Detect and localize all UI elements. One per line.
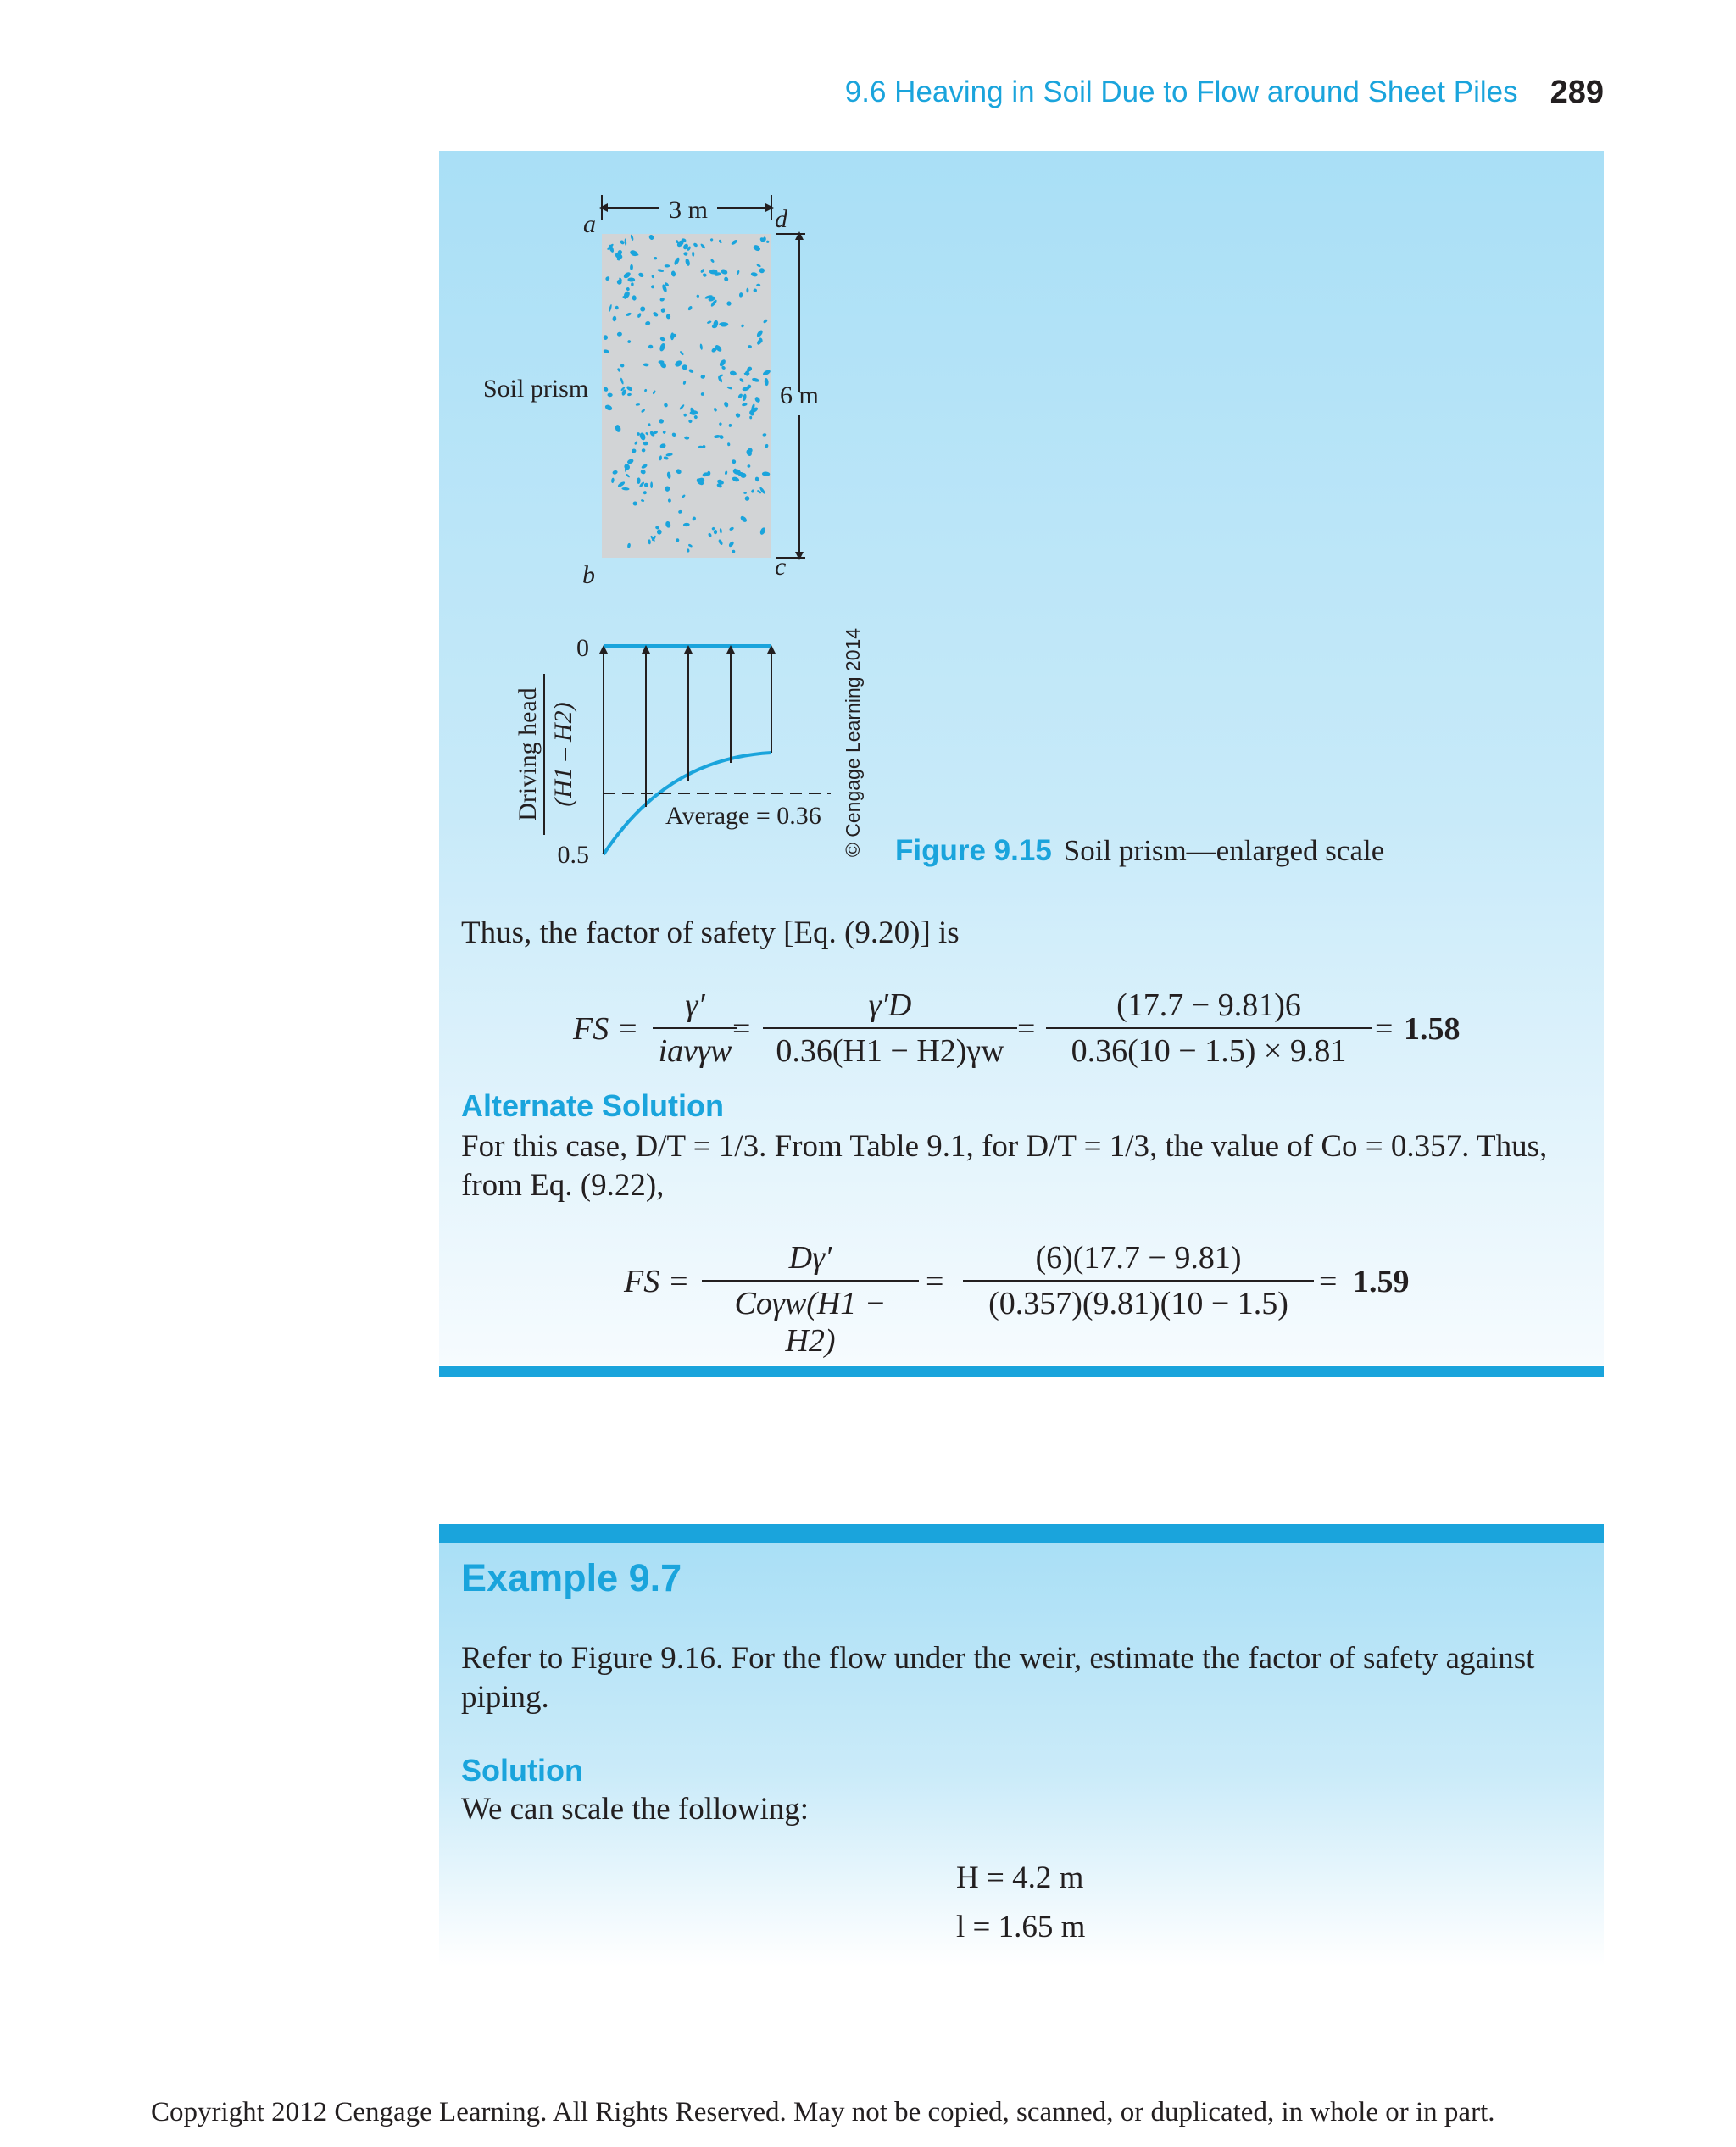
eq2-num-1: Dγ′ bbox=[788, 1240, 832, 1276]
paragraph-alternate: For this case, D/T = 1/3. From Table 9.1, for D/T = 1/3, the value of Co = 0.357. Thus, from Eq. (9.22), bbox=[461, 1129, 1548, 1203]
axis-top-value: 0 bbox=[576, 634, 589, 662]
figure-copyright: © Cengage Learning 2014 bbox=[842, 627, 864, 858]
eq2-num-2: (6)(17.7 − 9.81) bbox=[1035, 1240, 1242, 1276]
eq2-den-1: Coγw(H1 − H2) bbox=[702, 1280, 919, 1360]
section-title: 9.6 Heaving in Soil Due to Flow around Sheet Piles bbox=[844, 75, 1518, 108]
soil-prism-label: Soil prism bbox=[483, 375, 589, 403]
soil-particle bbox=[657, 530, 662, 535]
eq2-fraction-1 bbox=[702, 1239, 919, 1360]
eq1-fraction-2 bbox=[763, 987, 1017, 1070]
axis-bottom-value: 0.5 bbox=[557, 841, 589, 869]
eq1-equals-1: = bbox=[732, 1011, 751, 1047]
copyright-vertical bbox=[842, 628, 864, 857]
corner-d: d bbox=[775, 205, 787, 233]
eq2-den-2: (0.357)(9.81)(10 − 1.5) bbox=[963, 1280, 1314, 1322]
eq1-num-1: γ′ bbox=[685, 987, 705, 1023]
h-value: H = 4.2 m bbox=[956, 1861, 1084, 1895]
height-label: 6 m bbox=[780, 381, 819, 409]
example-top-rule bbox=[439, 1524, 1604, 1543]
eq1-num-2: γ′D bbox=[868, 987, 912, 1023]
soil-particle bbox=[709, 270, 718, 275]
caption-text: Soil prism—enlarged scale bbox=[1063, 834, 1385, 867]
l-value: l = 1.65 m bbox=[956, 1910, 1086, 1944]
eq1-den-2: 0.36(H1 − H2)γw bbox=[763, 1027, 1017, 1070]
soil-prism-figure bbox=[458, 170, 882, 873]
eq2-fraction-2 bbox=[963, 1239, 1314, 1322]
corner-c: c bbox=[775, 553, 787, 581]
eq1-den-3: 0.36(10 − 1.5) × 9.81 bbox=[1046, 1027, 1372, 1070]
axis-label-title: Driving head bbox=[514, 687, 542, 821]
solution-text: We can scale the following: bbox=[461, 1792, 810, 1827]
eq1-fraction-3 bbox=[1046, 987, 1372, 1070]
corner-b: b bbox=[582, 561, 595, 589]
figure-caption bbox=[895, 834, 1384, 868]
paragraph-factor-of-safety: Thus, the factor of safety [Eq. (9.20)] is bbox=[461, 915, 960, 950]
copyright-footer: Copyright 2012 Cengage Learning. All Rights Reserved. May not be copied, scanned, or duplicated, in whole or in part. bbox=[151, 2097, 1495, 2128]
axis-label bbox=[514, 674, 577, 835]
example-statement: Refer to Figure 9.16. For the flow under the weir, estimate the factor of safety against piping. bbox=[461, 1641, 1535, 1715]
eq2-lhs: FS = bbox=[624, 1264, 690, 1299]
axis-label-formula: (H1 – H2) bbox=[549, 702, 577, 807]
caption-label: Figure 9.15 bbox=[895, 834, 1052, 867]
example-title: Example 9.7 bbox=[461, 1556, 682, 1599]
soil-particle bbox=[650, 481, 653, 488]
corner-a: a bbox=[583, 210, 596, 238]
width-label: 3 m bbox=[669, 196, 708, 224]
eq2-result: 1.59 bbox=[1353, 1264, 1410, 1299]
alternate-solution-heading: Alternate Solution bbox=[461, 1088, 725, 1123]
eq1-equals-3: = bbox=[1375, 1011, 1394, 1047]
eq2-equals-2: = bbox=[1319, 1264, 1338, 1299]
eq1-fraction-1 bbox=[653, 987, 737, 1070]
eq2-equals-1: = bbox=[926, 1264, 944, 1299]
page-number: 289 bbox=[1550, 74, 1604, 110]
average-label: Average = 0.36 bbox=[665, 802, 821, 830]
running-header bbox=[763, 71, 1604, 114]
solution-heading: Solution bbox=[461, 1753, 583, 1788]
eq1-result: 1.58 bbox=[1404, 1011, 1461, 1047]
eq1-num-3: (17.7 − 9.81)6 bbox=[1116, 987, 1301, 1023]
eq1-equals-2: = bbox=[1017, 1011, 1036, 1047]
example-box bbox=[439, 1543, 1604, 1966]
eq1-den-1: iavγw bbox=[653, 1027, 737, 1070]
box-bottom-rule bbox=[439, 1366, 1604, 1377]
eq1-lhs: FS = bbox=[573, 1011, 639, 1047]
